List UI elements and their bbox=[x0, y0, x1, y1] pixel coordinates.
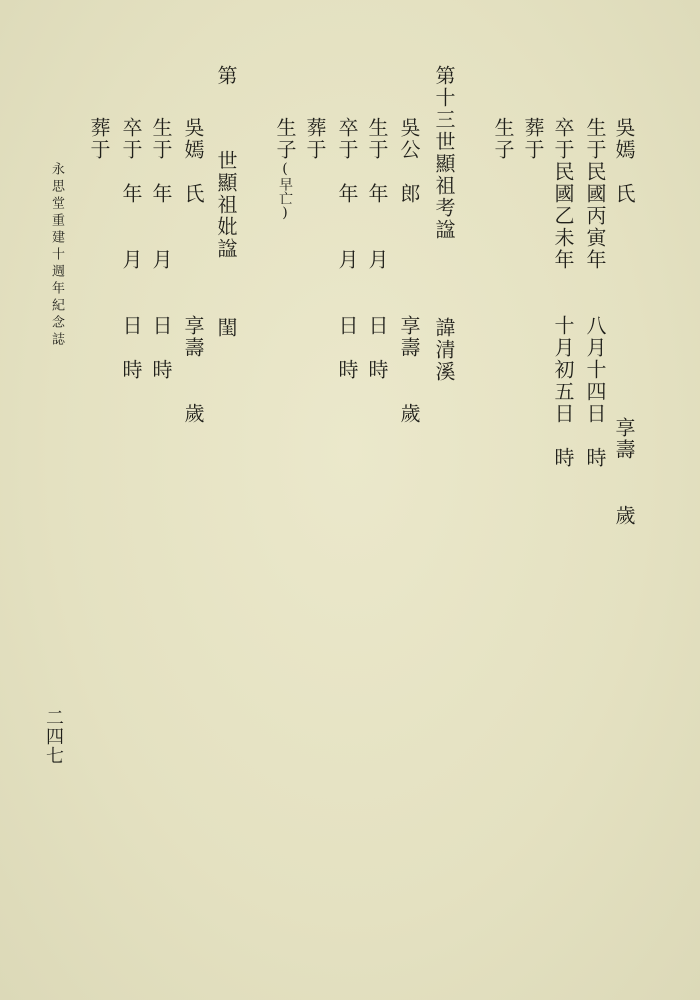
col-name-1: 吳嫣 氏 bbox=[612, 117, 636, 205]
col-age-2: 享壽 歲 bbox=[397, 315, 421, 425]
col-died-3: 卒于 年 月 日 時 bbox=[119, 117, 143, 381]
col-died-date-1: 十月初五日 時 bbox=[551, 315, 575, 469]
col-born-1: 生于民國丙寅年 bbox=[583, 117, 607, 271]
col-heading-3a: 第 bbox=[214, 65, 238, 87]
col-buried-1: 葬于 bbox=[521, 117, 545, 161]
col-name-2: 吳公 郎 bbox=[397, 117, 421, 205]
col-name-3: 吳嫣 氏 bbox=[181, 117, 205, 205]
sons-label-2: 生子 bbox=[273, 117, 297, 161]
col-taboo-name-3: 閨 bbox=[214, 317, 238, 339]
col-died-2: 卒于 年 月 日 時 bbox=[335, 117, 359, 381]
col-taboo-name-2: 諱清溪 bbox=[432, 317, 456, 383]
col-heading-2: 第十三世顯祖考諡 bbox=[432, 65, 456, 241]
col-sons-1: 生子 bbox=[491, 117, 515, 161]
page-number: 二四七 bbox=[43, 708, 64, 765]
sons-note-2: (早亡) bbox=[277, 161, 293, 221]
col-buried-3: 葬于 bbox=[87, 117, 111, 161]
col-buried-2: 葬于 bbox=[303, 117, 327, 161]
col-born-date-1: 八月十四日 時 bbox=[583, 315, 607, 469]
col-age-3: 享壽 歲 bbox=[181, 315, 205, 425]
col-heading-3b: 世顯祖妣諡 bbox=[214, 150, 238, 260]
running-header: 永思堂重建十週年紀念誌 bbox=[49, 162, 64, 349]
col-age-1: 享壽 歲 bbox=[612, 417, 636, 527]
col-born-3: 生于 年 月 日 時 bbox=[149, 117, 173, 381]
col-sons-2 bbox=[275, 117, 295, 221]
col-died-1: 卒于民國乙未年 bbox=[551, 117, 575, 271]
col-born-2: 生于 年 月 日 時 bbox=[365, 117, 389, 381]
